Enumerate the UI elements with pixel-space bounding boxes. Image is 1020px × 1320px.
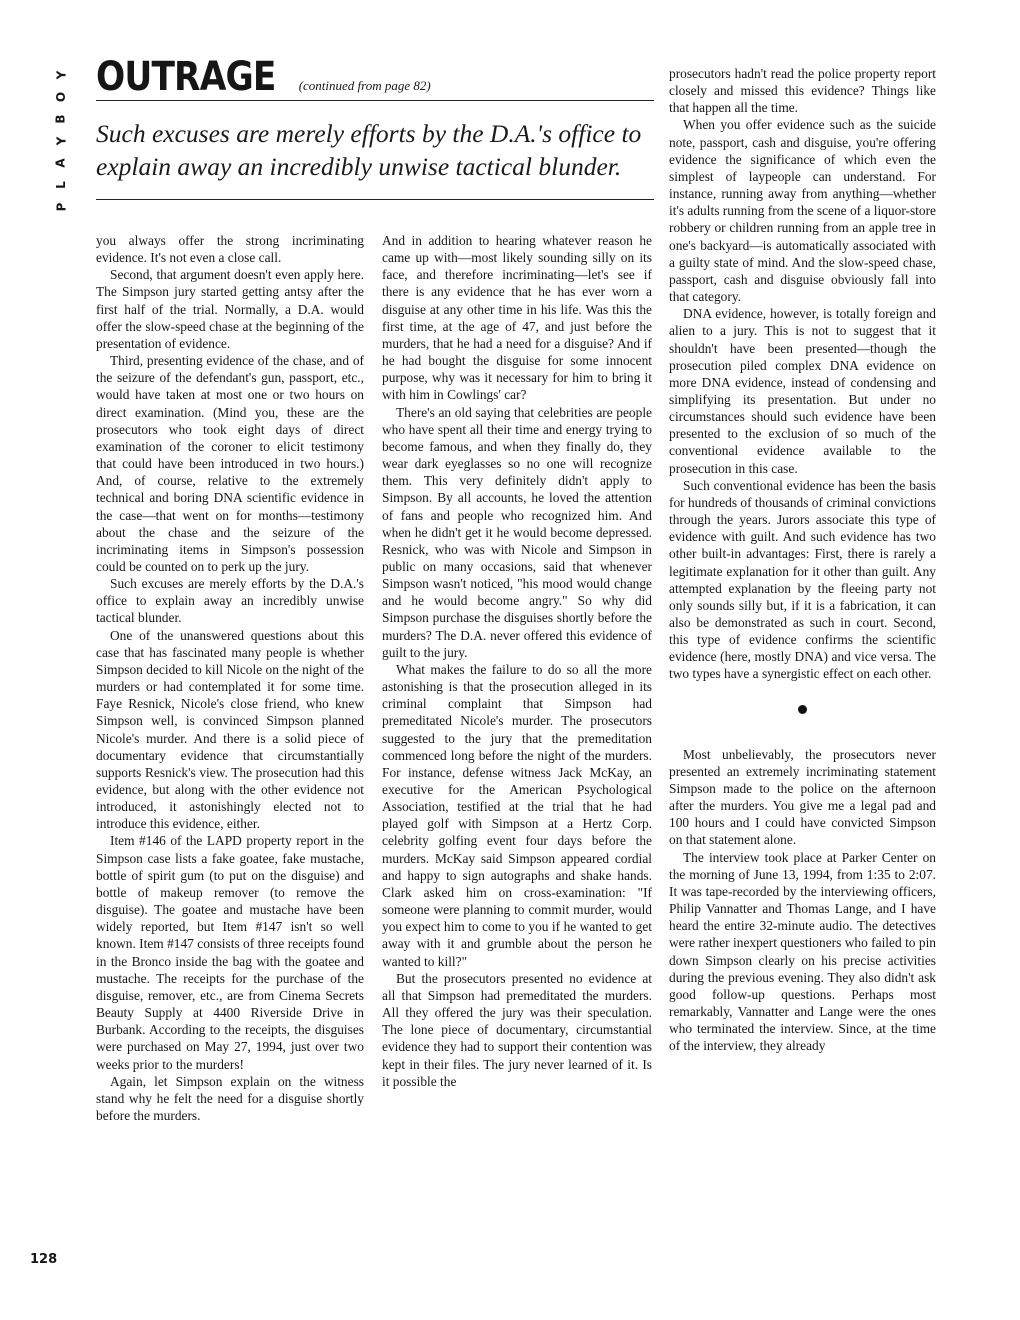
title-row (96, 56, 654, 101)
logo-letter: O (53, 91, 68, 103)
logo-letter: P (53, 202, 68, 212)
logo-letter: Y (53, 70, 68, 80)
column-3 (669, 65, 936, 1054)
magazine-logo-vertical (54, 68, 68, 214)
paragraph: prosecutors hadn't read the police property report closely and missed this evidence? Things like that happen all the time. (669, 66, 936, 116)
logo-letter: B (54, 114, 68, 124)
paragraph: Third, presenting evidence of the chase, and of the seizure of the defendant's gun, passport, etc., would have taken at most one or two hours on direct examination. (Mind you, these are the prosecutors who took eight days of direct examination of the coroner to elicit testimony that could have been introduced in two hours.) And, of course, relative to the extremely technical and boring DNA scientific evidence in the case—that went on for months—testimony about the chase and the seizure of the incriminating items in Simpson's possession could be counted on to perk up the jury. (96, 353, 364, 574)
paragraph: Such excuses are merely efforts by the D.A.'s office to explain away an incredibly unwise tactical blunder. (96, 576, 364, 626)
column-2 (382, 232, 652, 1090)
logo-letter: L (54, 181, 68, 189)
paragraph: DNA evidence, however, is totally foreign and alien to a jury. This is not to suggest that it shouldn't have been presented—though the prosecution piled complex DNA evidence on more DNA evidence, instead of condensing and simplifying its presentation. But under no circumstances should such evidence have been presented to the exclusion of so much of the conventional evidence available to the prosecution in this case. (669, 306, 936, 476)
paragraph: But the prosecutors presented no evidence at all that Simpson had premeditated the murders. All they offered the jury was their speculation. The lone piece of documentary, circumstantial evidence they had to support their contention was kept in their files. The jury never learned of it. Is it possible the (382, 970, 652, 1089)
page-number: 128 (30, 1252, 58, 1267)
section-break-bullet (798, 705, 807, 714)
paragraph: Item #146 of the LAPD property report in the Simpson case lists a fake goatee, fake mustache, bottle of spirit gum (to put on the disguise) and bottle of makeup remover (to remove the disguise). The goatee and mustache have been widely reported, but Item #147 isn't so well known. Item #147 consists of three receipts found in the Bronco inside the bag with the goatee and mustache. The receipts for the purchase of the disguise, remover, etc., are from Cinema Secrets Beauty Supply at 4400 Riverside Drive in Burbank. According to the receipts, the disguises were purchased on May 27, 1994, just over two weeks prior to the murders! (96, 833, 364, 1072)
continued-note: (continued from page 82) (298, 78, 431, 93)
logo-letter: Y (53, 136, 68, 146)
article-header (96, 56, 654, 200)
column-1 (96, 232, 364, 1124)
pull-quote: Such excuses are merely efforts by the D.A.'s office to explain away an incredibly unwise tactical blunder. (96, 117, 654, 200)
paragraph: Most unbelievably, the prosecutors never presented an extremely incriminating statement Simpson made to the police on the afternoon after the murders. You give me a legal pad and 100 hours and I could have convicted Simpson on that statement alone. (669, 746, 936, 848)
paragraph: The interview took place at Parker Center on the morning of June 13, 1994, from 1:35 to 2:07. It was tape-recorded by the interviewing officers, Philip Vannatter and Thomas Lange, and I have heard the entire 32-minute audio. The detectives were rather inexpert questioners who failed to pin down Simpson clearly on his precise activities during the previous evening. They also didn't ask good follow-up questions. Perhaps most remarkably, Vannatter and Lange were the ones who terminated the interview. Since, at the time of the interview, they already (669, 849, 936, 1054)
paragraph: What makes the failure to do so all the more astonishing is that the prosecution alleged in its criminal complaint that Simpson had premeditated Nicole's murder. The prosecutors suggested to the jury that the premeditation commenced long before the night of the murders. For instance, defense witness Jack McKay, an executive for the American Psychological Association, testified at the trial that he had played golf with Simpson at a Hertz Corp. celebrity golfing event four days before the murders. McKay said Simpson appeared cordial and happy to sign autographs and shake hands. Clark asked him on cross-examination: "If someone were planning to commit murder, would you expect him to come to you if he wanted to get away with it and grumble about the person he wanted to kill?" (382, 661, 652, 969)
paragraph: Again, let Simpson explain on the witness stand why he felt the need for a disguise shortly before the murders. (96, 1073, 364, 1123)
logo-letter: A (53, 158, 68, 168)
paragraph: Such conventional evidence has been the basis for hundreds of thousands of criminal convictions through the years. Jurors associate this type of evidence with guilt. And such evidence has two other built-in advantages: First, there is rarely a legitimate explanation for it other than guilt. Any attempted explanation by the fleeing party not only sounds silly but, if it is a fabrication, it can also be demonstrated as such in court. Second, this type of evidence confirms the scientific evidence (here, mostly DNA) and vice versa. The two types have a synergistic effect on each other. (669, 477, 937, 682)
paragraph: you always offer the strong incriminating evidence. It's not even a close call. (96, 233, 364, 266)
paragraph: One of the unanswered questions about this case that has fascinated many people is whether Simpson decided to kill Nicole on the night of the murders or had contemplated it for some time. Faye Resnick, Nicole's close friend, who knew Simpson well, is convinced Simpson planned Nicole's murder. And there is a solid piece of documentary evidence that circumstantially supports Resnick's view. The prosecution had this evidence, but along with the other evidence not introduced, it astonishingly elected not to introduce this evidence, either. (96, 627, 364, 832)
article-title: OUTRAGE (96, 54, 276, 100)
paragraph: Second, that argument doesn't even apply here. The Simpson jury started getting antsy after the first half of the trial. Normally, a D.A. would offer the slow-speed chase at the beginning of the presentation of evidence. (96, 267, 364, 351)
paragraph: When you offer evidence such as the suicide note, passport, cash and disguise, you're offering evidence the significance of which even the simplest of laypeople can understand. For instance, running away from anything—whether it's adults running from the scene of a liquor-store robbery or children running from an apple tree in one's backyard—is automatically associated with a guilty state of mind. And the slow-speed chase, passport, cash and disguise obviously fall into that category. (669, 117, 936, 305)
paragraph: There's an old saying that celebrities are people who have spent all their time and energy trying to become famous, and when they finally do, they wear dark eyeglasses so no one will recognize them. This very definitely didn't apply to Simpson. By all accounts, he loved the attention of fans and people who recognized him. And when he didn't get it he would become depressed. Resnick, who was with Nicole and Simpson in public on many occasions, said that whenever Simpson wasn't noticed, "his mood would change and he would become angry." So why did Simpson purchase the disguises shortly before the murders? The D.A. never offered this evidence of guilt to the jury. (382, 404, 652, 660)
paragraph: And in addition to hearing whatever reason he came up with—most likely sounding silly on its face, and therefore incriminating—let's see if there is any evidence that he has ever worn a disguise at any other time in his life. Was this the first time, at the age of 47, and just before the murders, that he had a need for a disguise? And if he had bought the disguise for some innocent purpose, why was it necessary for him to bring it with him in Cowlings' car? (382, 233, 652, 403)
